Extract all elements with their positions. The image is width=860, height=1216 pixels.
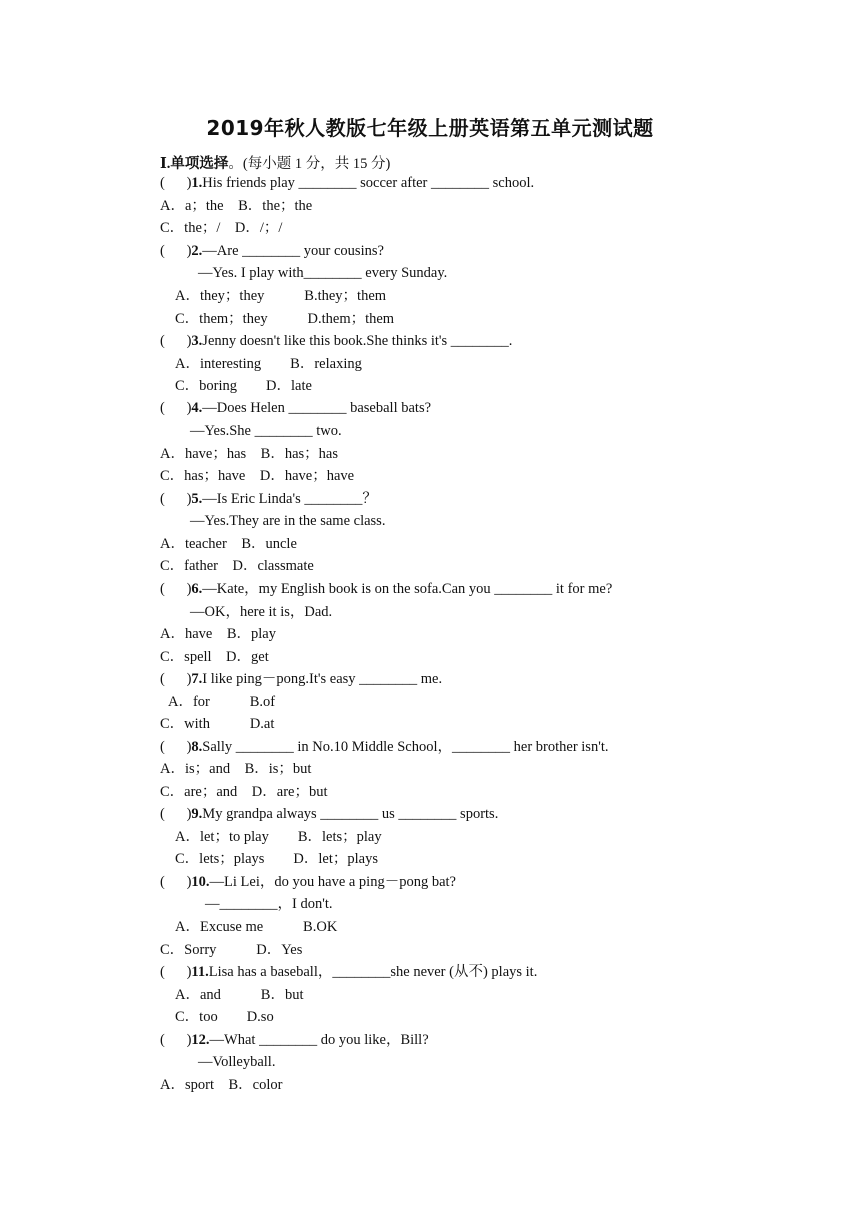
question-stem: —Is Eric Linda's ________？ [202,491,377,507]
option-line: C．Sorry D．Yes [160,942,303,958]
answer-blank[interactable]: ( ) [160,739,192,755]
option-line: A．and B．but [175,987,304,1003]
question-number: 11. [191,964,209,980]
option-line: C．them；they D.them；them [175,311,395,327]
answer-blank[interactable]: ( ) [160,400,192,416]
answer-blank[interactable]: ( ) [160,491,192,507]
option-line: A．a；the B．the；the [160,198,313,214]
question-7 [160,670,442,688]
option-line: C．father D．classmate [160,558,314,574]
question-3 [160,332,512,350]
option-line: C．has；have D．have；have [160,468,355,484]
answer-blank[interactable]: ( ) [160,175,192,191]
question-2 [160,242,384,260]
question-number: 6. [191,581,203,597]
question-number: 9. [191,806,203,822]
question-stem: Sally ________ in No.10 Middle School，________ her brother isn't. [202,739,609,755]
section-label: Ⅰ.单项选择 [160,156,229,172]
question-12 [160,1031,429,1049]
question-stem: Jenny doesn't like this book.She thinks it's ________. [202,333,513,349]
question-stem: —Kate，my English book is on the sofa.Can you ________ it for me? [202,581,613,597]
question-6 [160,580,612,598]
option-line: A．is；and B．is；but [160,761,312,777]
question-5 [160,490,377,508]
answer-line: —Volleyball. [198,1054,276,1070]
question-number: 12. [191,1032,210,1048]
answer-blank[interactable]: ( ) [160,1032,192,1048]
option-line: C．spell D．get [160,649,269,665]
answer-blank[interactable]: ( ) [160,806,192,822]
option-line: A．for B.of [168,694,276,710]
answer-line: —Yes.She ________ two. [190,423,342,439]
section-heading [160,152,390,173]
option-line: A．they；they B.they；them [175,288,387,304]
answer-line: —Yes.They are in the same class. [190,513,386,529]
answer-blank[interactable]: ( ) [160,874,192,890]
option-line: A．let；to play B．lets；play [175,829,382,845]
question-stem: Lisa has a baseball，________she never (从不) plays it. [208,964,538,980]
option-line: C．with D.at [160,716,275,732]
answer-line: —________，I don't. [205,896,333,912]
question-stem: —Li Lei，do you have a ping－pong bat? [209,874,456,890]
answer-blank[interactable]: ( ) [160,671,192,687]
question-11 [160,963,537,981]
option-line: A．sport B．color [160,1077,283,1093]
option-line: C．are；and D．are；but [160,784,328,800]
question-stem: —Are ________ your cousins? [202,243,384,259]
option-line: A．interesting B．relaxing [175,356,362,372]
question-10 [160,873,456,891]
question-8 [160,738,608,756]
question-number: 4. [191,400,203,416]
section-note: 。(每小题 1 分，共 15 分) [228,156,391,172]
answer-blank[interactable]: ( ) [160,243,192,259]
question-number: 10. [191,874,210,890]
question-number: 7. [191,671,203,687]
option-line: C．boring D．late [175,378,312,394]
answer-blank[interactable]: ( ) [160,333,192,349]
page-title: 2019年秋人教版七年级上册英语第五单元测试题 [206,116,654,140]
question-number: 5. [191,491,203,507]
question-number: 3. [191,333,203,349]
option-line: A．have；has B．has；has [160,446,338,462]
option-line: C．too D.so [175,1009,274,1025]
question-number: 1. [191,175,203,191]
question-9 [160,805,498,823]
question-stem: —Does Helen ________ baseball bats? [202,400,432,416]
answer-blank[interactable]: ( ) [160,581,192,597]
answer-line: —OK，here it is，Dad. [190,604,333,620]
question-stem: His friends play ________ soccer after ________ school. [202,175,535,191]
option-line: C．lets；plays D．let；plays [175,851,378,867]
option-line: A．Excuse me B.OK [175,919,338,935]
question-number: 8. [191,739,203,755]
option-line: C．the；/ D．/；/ [160,220,283,236]
answer-blank[interactable]: ( ) [160,964,192,980]
question-number: 2. [191,243,203,259]
question-stem: —What ________ do you like，Bill? [209,1032,429,1048]
question-4 [160,399,431,417]
question-1 [160,174,534,192]
question-stem: My grandpa always ________ us ________ sports. [202,806,499,822]
answer-line: —Yes. I play with________ every Sunday. [198,265,448,281]
question-stem: I like ping－pong.It's easy ________ me. [202,671,443,687]
option-line: A．teacher B．uncle [160,536,297,552]
option-line: A．have B．play [160,626,276,642]
